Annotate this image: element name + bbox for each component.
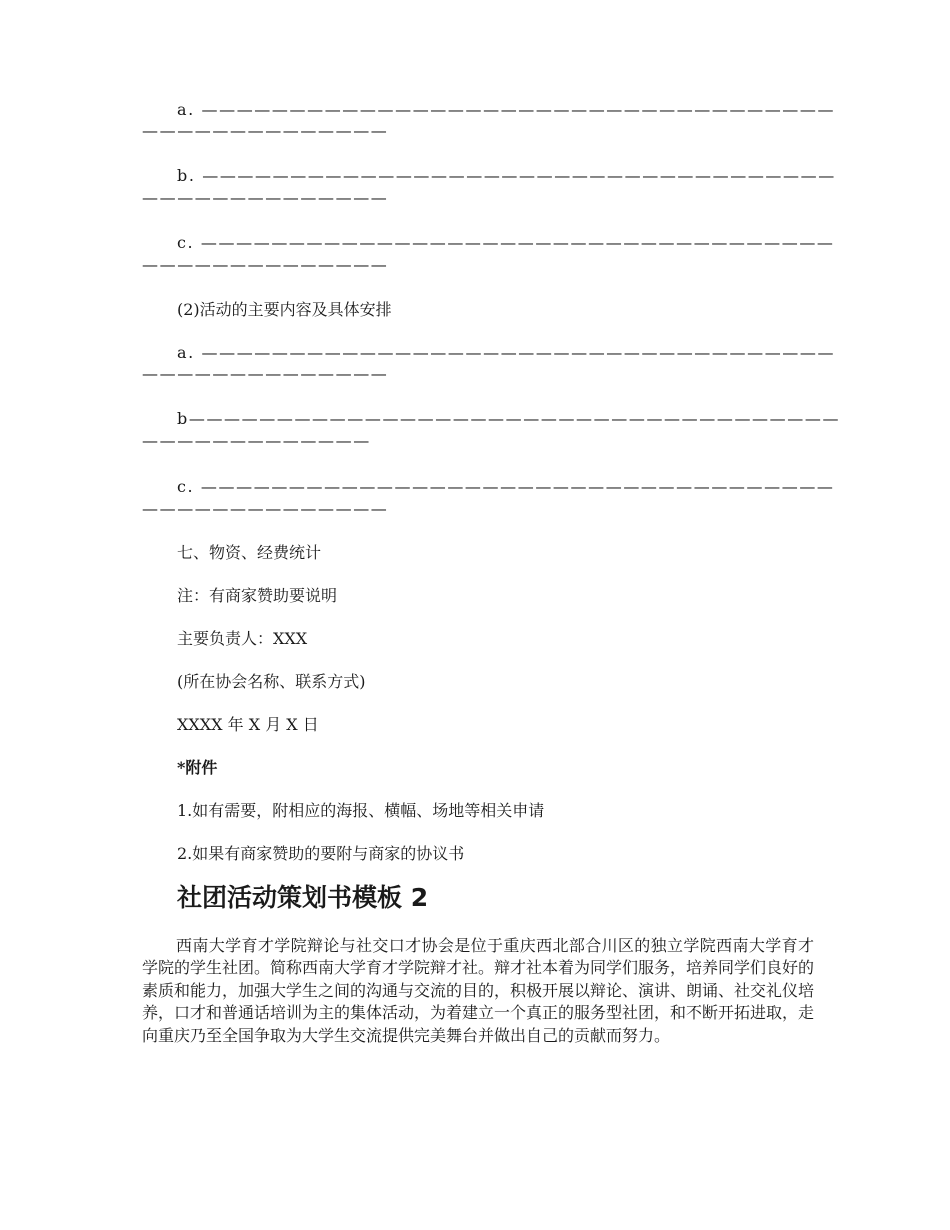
section7-title: 七、物资、经费统计: [177, 543, 322, 562]
list2-item-b-line2: —————————————: [142, 431, 371, 450]
section-heading-template-2: 社团活动策划书模板 2: [177, 883, 429, 912]
list2-item-c-line2: ——————————————: [142, 499, 389, 518]
list1-item-a-line2: ——————————————: [142, 121, 389, 140]
section2-title: (2)活动的主要内容及具体安排: [177, 300, 392, 319]
list1-item-b-line2: ——————————————: [142, 188, 389, 207]
sponsor-note: 注：有商家赞助要说明: [177, 586, 338, 605]
date-line: XXXX 年 X 月 X 日: [177, 715, 319, 734]
list1-item-c-line1: c. ————————————————————————————————————: [177, 233, 835, 252]
intro-paragraph: 西南大学育才学院辩论与社交口才协会是位于重庆西北部合川区的独立学院西南大学育才学院的学生社团。简称西南大学育才学院辩才社。辩才社本着为同学们服务，培养同学们良好的素质和能力，加强大学生之间的沟通与交流的目的，积极开展以辩论、演讲、朗诵、社交礼仪培养，口才和普通话培训为主的集体活动，为着建立一个真正的服务型社团，和不断开拓进取，走向重庆乃至全国争取为大学生交流提供完美舞台并做出自己的贡献而努力。: [142, 936, 815, 1045]
attachment-item-2: 2.如果有商家赞助的要附与商家的协议书: [177, 844, 465, 863]
list1-item-c-line2: ——————————————: [142, 255, 389, 274]
list1-item-b-line1: b. ————————————————————————————————————: [177, 166, 836, 185]
responsible-person: 主要负责人：XXX: [177, 629, 308, 648]
list1-item-a-line1: a. ————————————————————————————————————: [177, 100, 836, 119]
list2-item-b-line1: b—————————————————————————————————————: [177, 409, 841, 428]
list2-item-c-line1: c. ————————————————————————————————————: [177, 477, 835, 496]
attachment-title: *附件: [177, 758, 218, 777]
list2-item-a-line1: a. ————————————————————————————————————: [177, 343, 836, 362]
list2-item-a-line2: ——————————————: [142, 364, 389, 383]
attachment-item-1: 1.如有需要，附相应的海报、横幅、场地等相关申请: [177, 801, 545, 820]
org-contact: (所在协会名称、联系方式): [177, 672, 366, 691]
